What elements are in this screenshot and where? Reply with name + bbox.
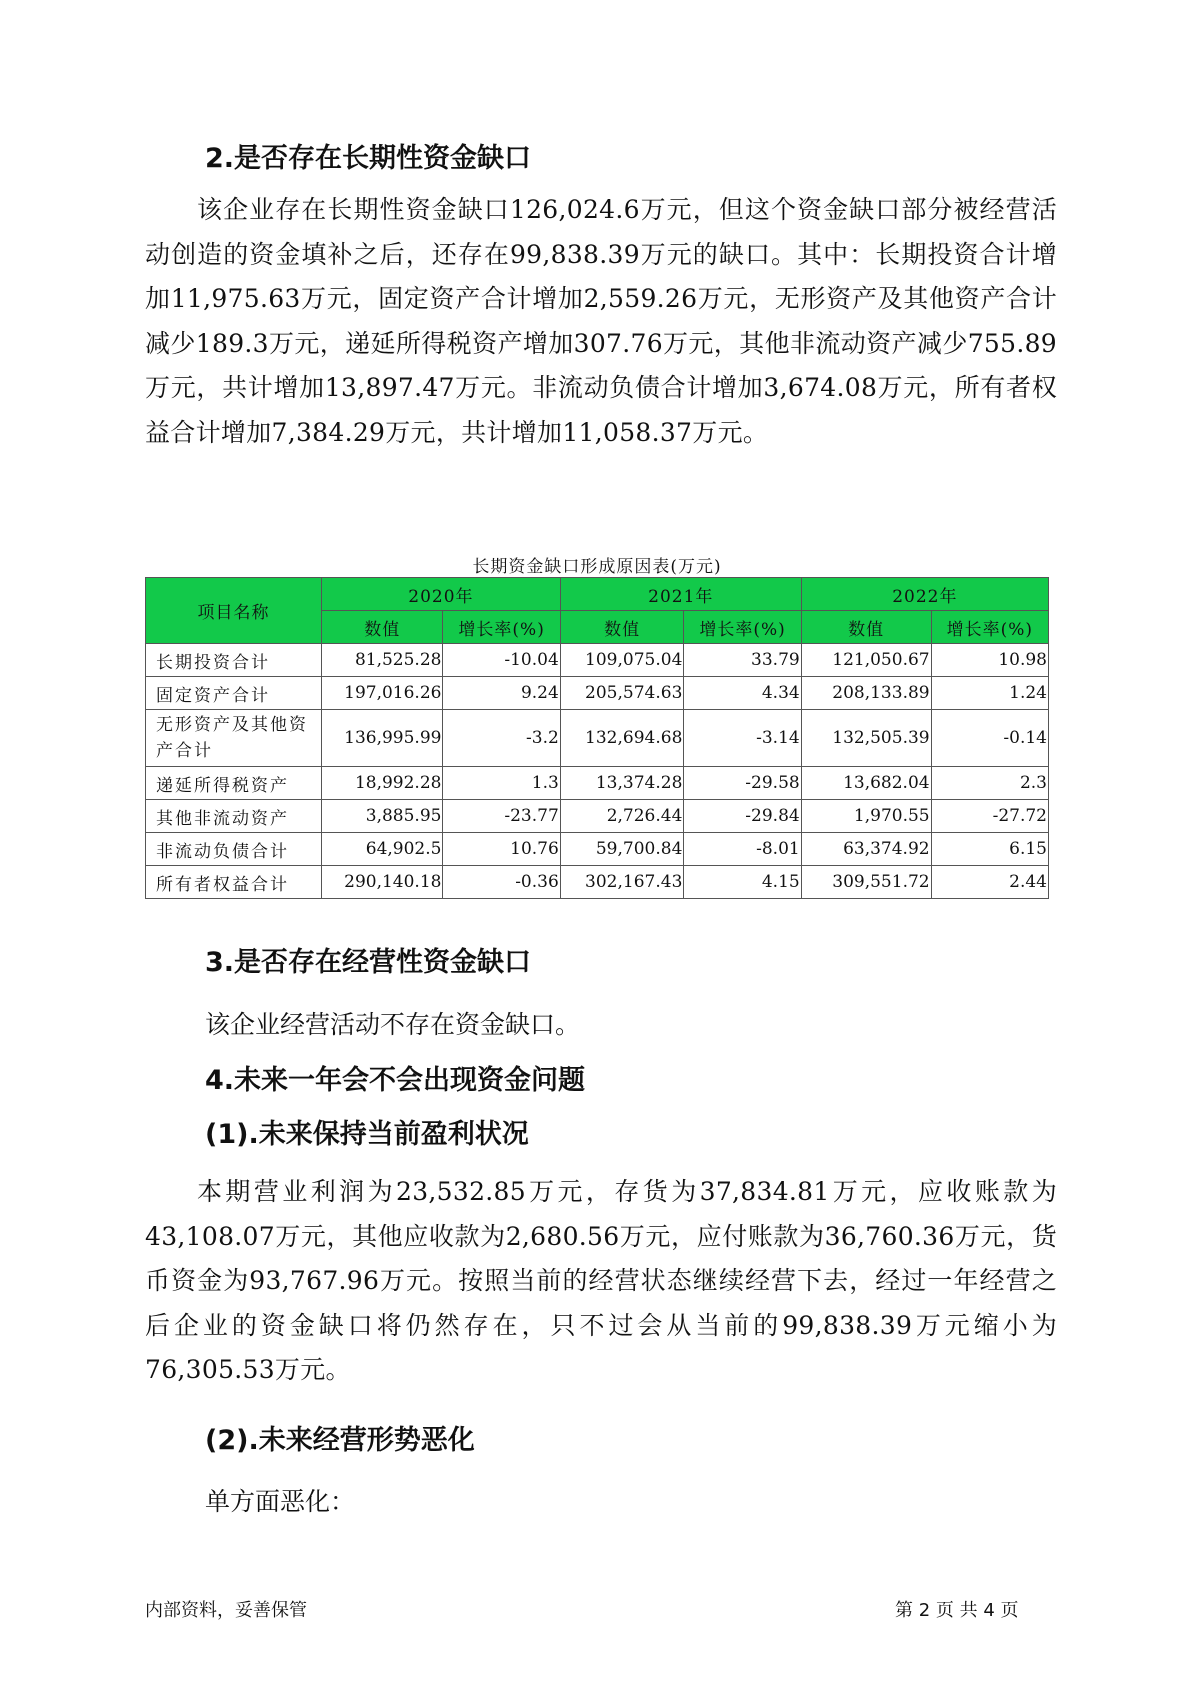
- cell: 121,050.67: [801, 644, 931, 677]
- row-name: 固定资产合计: [146, 677, 322, 710]
- row-name: 递延所得税资产: [146, 767, 322, 800]
- table-row: [146, 644, 1049, 677]
- row-name: 非流动负债合计: [146, 833, 322, 866]
- cell: 109,075.04: [560, 644, 684, 677]
- section-2-paragraph: 该企业存在长期性资金缺口126,024.6万元，但这个资金缺口部分被经营活动创造的资金填补之后，还存在99,838.39万元的缺口。其中：长期投资合计增加11,975.63万元，固定资产合计增加2,559.26万元，无形资产及其他资产合计减少189.3万元，递延所得税资产增加307.76万元，其他非流动资产减少755.89万元，共计增加13,897.47万元。非流动负债合计增加3,674.08万元，所有者权益合计增加7,384.29万元，共计增加11,058.37万元。: [145, 195, 1057, 447]
- section-4-1-paragraph: 本期营业利润为23,532.85万元，存货为37,834.81万元，应收账款为43,108.07万元，其他应收款为2,680.56万元，应付账款为36,760.36万元，货币资金为93,767.96万元。按照当前的经营状态继续经营下去，经过一年经营之后企业的资金缺口将仍然存在，只不过会从当前的99,838.39万元缩小为76,305.53万元。: [145, 1177, 1057, 1384]
- section-4-heading: 4.未来一年会不会出现资金问题: [205, 1065, 586, 1096]
- cell: -3.14: [684, 710, 801, 767]
- cell: 208,133.89: [801, 677, 931, 710]
- cell: 63,374.92: [801, 833, 931, 866]
- table-row: [146, 677, 1049, 710]
- cell: 1,970.55: [801, 800, 931, 833]
- cell: 132,505.39: [801, 710, 931, 767]
- cell: 1.24: [931, 677, 1048, 710]
- cell: -27.72: [931, 800, 1048, 833]
- header-year-2020: 2020年: [321, 578, 560, 611]
- section-4-2-heading: (2).未来经营形势恶化: [205, 1425, 475, 1456]
- cell: 132,694.68: [560, 710, 684, 767]
- cell: -0.14: [931, 710, 1048, 767]
- section-4-1-heading: (1).未来保持当前盈利状况: [205, 1119, 529, 1150]
- cell: -3.2: [443, 710, 560, 767]
- cell: -10.04: [443, 644, 560, 677]
- header-value: 数值: [321, 611, 443, 644]
- header-item-name: 项目名称: [146, 578, 322, 644]
- row-name: 长期投资合计: [146, 644, 322, 677]
- section-4-2-paragraph: 单方面恶化：: [205, 1487, 356, 1516]
- cell: 33.79: [684, 644, 801, 677]
- cell: 13,374.28: [560, 767, 684, 800]
- row-name: 其他非流动资产: [146, 800, 322, 833]
- cell: -23.77: [443, 800, 560, 833]
- cell: 4.15: [684, 866, 801, 899]
- cell: 13,682.04: [801, 767, 931, 800]
- cell: 81,525.28: [321, 644, 443, 677]
- section-3-heading: 3.是否存在经营性资金缺口: [205, 947, 532, 978]
- header-growth: 增长率(%): [443, 611, 560, 644]
- footer-page-number: 第 2 页 共 4 页: [895, 1600, 1019, 1621]
- cell: 6.15: [931, 833, 1048, 866]
- cell: 302,167.43: [560, 866, 684, 899]
- cell: 64,902.5: [321, 833, 443, 866]
- footer-confidential-note: 内部资料，妥善保管: [145, 1600, 307, 1621]
- header-year-2022: 2022年: [801, 578, 1048, 611]
- row-name: 无形资产及其他资产合计: [146, 710, 322, 767]
- cell: 10.98: [931, 644, 1048, 677]
- cell: -0.36: [443, 866, 560, 899]
- section-3-paragraph: 该企业经营活动不存在资金缺口。: [205, 1010, 581, 1039]
- cell: -29.58: [684, 767, 801, 800]
- cell: -8.01: [684, 833, 801, 866]
- cell: 3,885.95: [321, 800, 443, 833]
- cell: 59,700.84: [560, 833, 684, 866]
- table-row: [146, 833, 1049, 866]
- row-name: 所有者权益合计: [146, 866, 322, 899]
- cell: 2.44: [931, 866, 1048, 899]
- table-caption: 长期资金缺口形成原因表(万元): [472, 557, 722, 577]
- cell: 1.3: [443, 767, 560, 800]
- cell: 2,726.44: [560, 800, 684, 833]
- table-row: [146, 767, 1049, 800]
- section-2-heading: 2.是否存在长期性资金缺口: [205, 143, 532, 174]
- long-term-gap-table: [145, 577, 1049, 899]
- table-row: [146, 710, 1049, 767]
- header-growth: 增长率(%): [931, 611, 1048, 644]
- cell: 4.34: [684, 677, 801, 710]
- cell: 309,551.72: [801, 866, 931, 899]
- cell: 9.24: [443, 677, 560, 710]
- table-header-row-years: [146, 578, 1049, 611]
- cell: 2.3: [931, 767, 1048, 800]
- header-growth: 增长率(%): [684, 611, 801, 644]
- cell: 18,992.28: [321, 767, 443, 800]
- header-year-2021: 2021年: [560, 578, 801, 611]
- cell: 290,140.18: [321, 866, 443, 899]
- header-value: 数值: [560, 611, 684, 644]
- cell: 136,995.99: [321, 710, 443, 767]
- cell: 10.76: [443, 833, 560, 866]
- cell: 205,574.63: [560, 677, 684, 710]
- cell: 197,016.26: [321, 677, 443, 710]
- cell: -29.84: [684, 800, 801, 833]
- table-row: [146, 866, 1049, 899]
- table-row: [146, 800, 1049, 833]
- header-value: 数值: [801, 611, 931, 644]
